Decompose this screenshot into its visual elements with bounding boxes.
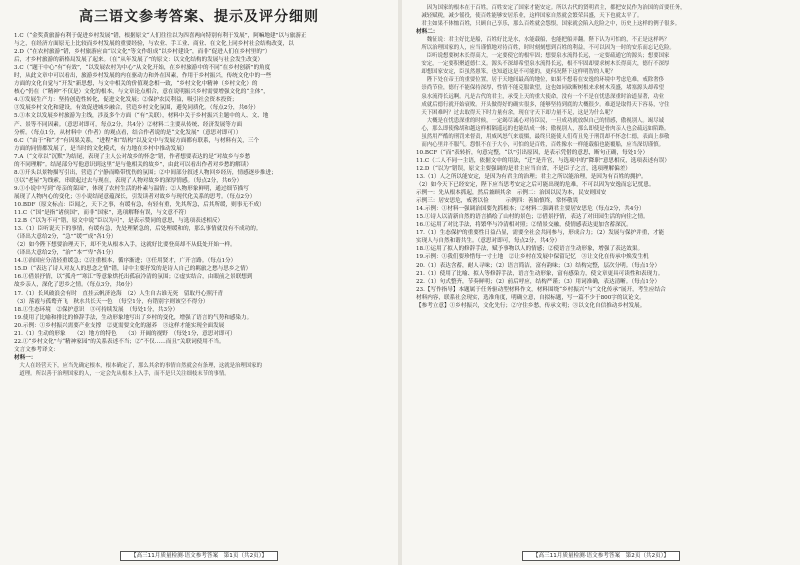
text-line: 与之，在经济方面原无上比较而乡村发展的重要经验，与农业、手工业、商业、在文化上同乡村社会结构改变，以 bbox=[14, 41, 294, 48]
text-line: 11.C（二人不同一主语，依据文中的用法，“迁”是升官，与选项中的“降职”意思相反，选项表述有误） bbox=[416, 157, 670, 164]
text-line: 陛下处在帝王的重要位置，居于天地间最高的地位，如果不想着在安逸的环境中考虑危难，戒除奢侈 bbox=[416, 77, 664, 84]
text-line: 大人在经营天下，应当先确定根本，根本确定了，那么其余的事情自然就会有条理，这就是治理国家的 bbox=[14, 362, 262, 369]
text-line: 14.示例：①材料一强调治国要先抓根本；②材料二强调君主要居安思危（每点2分，共4分） bbox=[416, 206, 645, 213]
text-line: 道理。所以善于治理国家的人，一定会先从根本上入手，而不是只关注细枝末节的事情。 bbox=[14, 370, 230, 377]
text-line: 成就后德行就开始衰败。开头做得好的确实很多，能够坚持到底的大概很少。难道是取得天下容易，守住 bbox=[416, 101, 670, 108]
text-line: 15.D（“表达了诗人对友人的思念之情”错，诗中主要抒发的是诗人自己的羁旅之愁与思乡之情） bbox=[14, 266, 252, 273]
answer-page-right bbox=[402, 0, 800, 565]
text-line: 因为国家的根本在于百姓，百姓安定了国家才能安定。所以古代的贤明君主，都把安民作为治国的首要任务， bbox=[416, 5, 686, 11]
text-line: 材料内容，联系社会现实，选准角度，明确立意，自拟标题，写一篇不少于800字的议论文。 bbox=[416, 294, 645, 301]
text-line: 时，从此文章中可以看出，旅游乡村发展的内在驱动力和外在因素，作用于乡村振兴，传统文化中的一些 bbox=[14, 73, 272, 80]
text-line: 13.（1）人之所以能安定，是因为有君主的治理；君主之所以能治理，是因为有百姓的拥护。 bbox=[416, 173, 647, 180]
section-label: 材料二： bbox=[416, 29, 439, 36]
page-footer bbox=[402, 551, 800, 559]
text-line: （2）如今天下已经安定，陛下应当思考安定之后可能出现的危难，不可以因为安逸而忘记忧患。 bbox=[416, 182, 655, 189]
text-line: 12.B（“以为不可”错，原文中说“臣以为可”，是表示赞同的意思，与选项表述相反） bbox=[14, 218, 224, 225]
text-line: 8.①开头以景物描写引出，营造了宁静而略带忧伤的氛围；②中间部分叙述人物回乡经历，情感逐步推进； bbox=[14, 169, 277, 176]
text-line: （译出大意给2分，“急”“缓”“成”各1分） bbox=[14, 234, 117, 241]
text-line: 泉水流得长远啊。凡是古代的君主，承受上天的重大使命，没有一个不是在忧患深重时治道显著，功业 bbox=[416, 93, 664, 100]
text-line: 7.A（“文章以“沉默”为结尾，表现了主人公对故乡的怀念”错，作者想要表达的是“对故乡与乡愁 bbox=[14, 153, 251, 160]
text-line: 后，才乡村旅游的新格局发展了起来。（在“从年发展了”的原文：以文化结构的发展与社会发生改变） bbox=[14, 57, 264, 64]
text-line: 22.①“乡村文化”与“精神家园”的关系表述不当；②“不仅……而且”关联词使用不当。 bbox=[14, 338, 225, 345]
text-line: 文言文参考译文： bbox=[14, 346, 59, 353]
text-line: 示例三：居安思危，戒奢以俭 示例四：善始慎终，常怀敬畏 bbox=[416, 198, 579, 205]
text-line: 减轻赋税，减少徭役，使百姓能够安居乐业，这样国家自然就会繁荣昌盛，天下也就太平了。 bbox=[416, 13, 643, 20]
text-line: 22.（1）句式整齐，节奏鲜明；（2）前后呼应，结构严谨；（3）用词准确，表达清晰。（每点1分） bbox=[416, 278, 661, 285]
text-line: 【参考立意】①乡村振兴，文化先行；②守住乡愁，传承文明；③以文化自信推动乡村发展。 bbox=[416, 302, 646, 309]
left-body bbox=[0, 32, 398, 378]
text-line: 安定，一定要积聚道德仁义。源头不深却希望泉水流得长远，根不牢固却要求树木长得高大，德行不深厚 bbox=[416, 61, 670, 68]
text-line: 12.D（“以为”错误，原文主要强调的是君主应当自省，不是臣子之言，选项理解偏差） bbox=[416, 165, 631, 172]
text-line: 14.①治国应分清轻重缓急；②注重根本，循序渐进；③任用贤才，广开言路。（每点1分） bbox=[14, 258, 237, 265]
text-line: 17.（1）生态保护的重要性日益凸显，需要全社会共同参与，形成合力；（2）发展与保护并重，才能 bbox=[416, 230, 665, 237]
text-line: 魏征说：君主好比是船，百姓好比是水，水能载船，也能把船弄翻。陛下认为可怕的，不正是这样吗？ bbox=[416, 37, 670, 44]
text-line: 21.（1）生动的形象 （2）地方的特色 （3）开阔的视野 （每处1分，意思对即可） bbox=[14, 330, 236, 337]
text-line: 君主如果不体恤百姓，只顾自己享乐，那么百姓就会怨恨，国家就会陷入危险之中，历史上这样的例子很多。 bbox=[416, 21, 681, 28]
text-line: 19.使用了比喻和排比的修辞手法，生动形象地写出了乡村的变化，增强了语言的气势和感染力。 bbox=[14, 314, 253, 321]
text-line: 2.D（“在农村旅游”错，乡村旅游应由“以文化”等文作组成“以乡村建设”，而非“促进人们在乡村里的”） bbox=[14, 49, 271, 56]
text-line: （3）落霞与孤鹜齐飞 秋水共长天一色 （每空1分，有错别字则该空不得分） bbox=[14, 298, 209, 305]
page-footer bbox=[0, 551, 398, 559]
text-line: 分析。（每点1分，从材料中（作者）的观点看，结合作者说的是“文化发展”（意思对即可）） bbox=[14, 129, 242, 136]
text-line: 9.①小说中写到“母亲的菜园”，体现了农村生活的朴素与温情；②人物形象鲜明，通过细节描写 bbox=[14, 185, 249, 192]
text-line: 臣听说想要树木长得高大，一定要使它的根牢固；想要泉水流得长远，一定要疏通它的源头；想要国家 bbox=[416, 53, 670, 60]
page-title: 高三语文参考答案、提示及评分细则 bbox=[79, 9, 319, 25]
text-line: 大概是在忧患深重的时候，一定竭尽诚心对待臣民，一旦成功就放纵自己的情感，傲视别人。竭尽诚 bbox=[416, 117, 664, 124]
text-line: 崇尚节俭，德行不能保持深厚，性情不能克服欲望，这也如同砍断树根来求树木茂盛，堵塞源头却希望 bbox=[416, 85, 664, 92]
text-line: 1.C（“金奖黄旅游有利于促进乡村发展”错，根据原文“人们往往以为四喜两向特别有利于发展”，阿嘛地建”以与旅游正 bbox=[14, 33, 307, 39]
text-line: 6.C（“由于”和“才”有因果关系，“进程”和“结构”以及文中与发展方面都有联系，与材料有关，三个 bbox=[14, 137, 260, 144]
text-line: 方面的同情都发展了，是当时的文化模式，有力地在乡村中推动发展） bbox=[14, 145, 188, 152]
text-line: 产、景等不同因素。（意思对即可，每点2分，共4分）②材料二主要从传统、经济发展等方面 bbox=[14, 121, 243, 128]
text-line: 的不同理解”。结尾部分写他意识到这里“是与他相关的故乡”，由此可以看出作者对乡愁的解读） bbox=[14, 161, 252, 168]
text-line: 15.①诗人以清新自然的语言描绘了山村的景色；②借景抒情，表达了对田园生活的向往之情。 bbox=[416, 214, 649, 221]
text-line: 核心”仍在（“精神”不仅是）文化的根本，与文章论点相合，意在说明振兴乡村需要增强文化的“主体”， bbox=[14, 89, 269, 96]
text-line: 所以治理国家的人，应当谨慎地对待百姓，时时刻刻想到百姓的利益，不可以因为一时的安乐而忘记危险。 bbox=[416, 45, 675, 52]
text-line: 展现了人物内心的变化；③小说结尾意蕴深长，引发读者对故乡与现代化关系的思考。（每点2分） bbox=[14, 193, 256, 200]
text-line: 方面的文化自觉与“开发”新思想，与文中相关的价值观念相一致，“乡村文化中精神（乡村文化）的 bbox=[14, 81, 258, 88]
text-line: 10.BCF（“而”表转折，句意完整，“以”引出原因，是表示凭借的意思，断句正确，每处1分） bbox=[416, 149, 649, 156]
text-line: 17.（1）长风破浪会有时 直挂云帆济沧海 （2）人生自古谁无死 留取丹心照汗青 bbox=[14, 290, 223, 297]
text-line: ③以“老屋”为线索，串联起过去与现在，表现了人物对故乡的深厚情感。（每点2分，共6分） bbox=[14, 177, 243, 184]
footer-label: 【高三11月质量检测·语文参考答案 第1页（共2页）】 bbox=[120, 551, 278, 561]
footer-label: 【高三11月质量检测·语文参考答案 第2页（共2页）】 bbox=[522, 551, 680, 561]
text-line: 18.①生态环境 ②保护意识 ③可持续发展 （每处1分，共3分） bbox=[14, 306, 179, 313]
text-line: 16.①借景抒情，以“孤舟”“寒江”等意象烘托出孤寂冷清的氛围；②虚实结合，由眼前之景联想到 bbox=[14, 274, 253, 281]
text-line: ③发展乡村文化和建设，有效促进城乡融合，营造乡村文化氛围，避免同质化。（每点2分，共6分） bbox=[14, 105, 259, 112]
text-line: 19.示例：①我们要珍惜每一寸土地 ②让乡村在发展中保留记忆 ③让文化在传承中焕发生机 bbox=[416, 254, 649, 261]
text-line: 20.示例：①乡村振兴需要产业支撑 ②更需要文化的滋养 ③这样才能实现全面发展 bbox=[14, 322, 225, 329]
right-body bbox=[402, 0, 800, 310]
text-line: 10.BDF（原文标点：臣闻之，天下之事，有缓有急，有轻有重，先其所急，后其所缓，则事无不成） bbox=[14, 201, 265, 208]
text-line: 心，那么即使像胡和越这样相隔遥远的也能结成一体；傲视别人，那么即使是骨肉亲人也会疏远如陌路。 bbox=[416, 125, 670, 132]
text-line: 18.①运用了拟人的修辞手法，赋予事物以人的情感；②使语言生动形象，增强了表达效果。 bbox=[416, 246, 644, 253]
text-line: （2）如今陛下想要治理天下，却不先从根本入手，这就好比要登高却不从低处开始一样。 bbox=[14, 242, 236, 249]
text-line: 20.（1）表达含蓄，耐人寻味；（2）语言简洁，富有韵味；（3）结构完整，层次分明。（每点1分） bbox=[416, 262, 661, 269]
text-line: 3.C（“题干中心”有“有效”，“以发展农村为中心”从文化开始，在乡村旅游中的不同“在乡村创新”的角度 bbox=[14, 65, 271, 72]
text-line: （译出大意给2分，“治”“本”“卑”各1分） bbox=[14, 250, 117, 257]
text-line: 13.（1）臣听说天下的事情，有缓有急，先处理紧急的，后处理缓和的，那么事情就没有不成功的。 bbox=[14, 226, 262, 233]
text-line: 4.①发展生产力：坚持创造性转化，促进文化发展；②保护农民利益，吸引社会资本投资； bbox=[14, 97, 238, 104]
text-line: 21.（1）使用了比喻、拟人等修辞手法，语言生动形象，富有感染力，使文章更具可读性和表现力。 bbox=[416, 270, 664, 277]
text-line: 16.①运用了对比手法，将繁华与冷清相对照；②情景交融，使情感表达更加含蓄深沉。 bbox=[416, 222, 632, 229]
text-line: 虽然用严酷的刑罚来督责，用威风怒气来震慑，最终只能使人们苟且免于刑罚却不怀念仁德，表面上恭敬 bbox=[416, 133, 670, 140]
text-line: 而内心里并不服气。怨恨不在于大小，可怕的是百姓，百姓像水一样能载船也能覆船，应当深切谨慎。 bbox=[416, 141, 664, 148]
section-label: 材料一： bbox=[14, 354, 37, 361]
text-line: 5.①本文以发展乡村旅游为主线，涉及多个方面（“有”关联），材料中关于乡村振兴主题中的人、文、地 bbox=[14, 113, 269, 120]
text-line: 11.C（“国”是指“诸侯国”，而非“国家”，选项解释有误，与文意不符） bbox=[14, 210, 190, 217]
text-line: 故乡亲人，深化了思乡之情。（每点3分，共6分） bbox=[14, 282, 136, 289]
text-line: 23.【写作指导】本题属于任务驱动型材料作文，材料围绕“乡村振兴”与“文化传承”展开，考生应结合 bbox=[416, 286, 666, 293]
text-line: 示例一：先从根本抓起，然后兼顾其余 示例二：治国以民为本，民安则国安 bbox=[416, 190, 607, 197]
text-line: 却想国家安定，臣虽然愚笨，也知道这是不可能的，更何况陛下这样明智的人呢？ bbox=[416, 69, 616, 76]
text-line: 天下困难吗？过去取得天下时力量有余，现在守天下却力量不足，这是为什么呢？ bbox=[416, 109, 616, 116]
text-line: 实现人与自然和谐共生。（意思对即可，每点2分，共4分） bbox=[416, 238, 561, 245]
answer-page-left bbox=[0, 0, 398, 565]
